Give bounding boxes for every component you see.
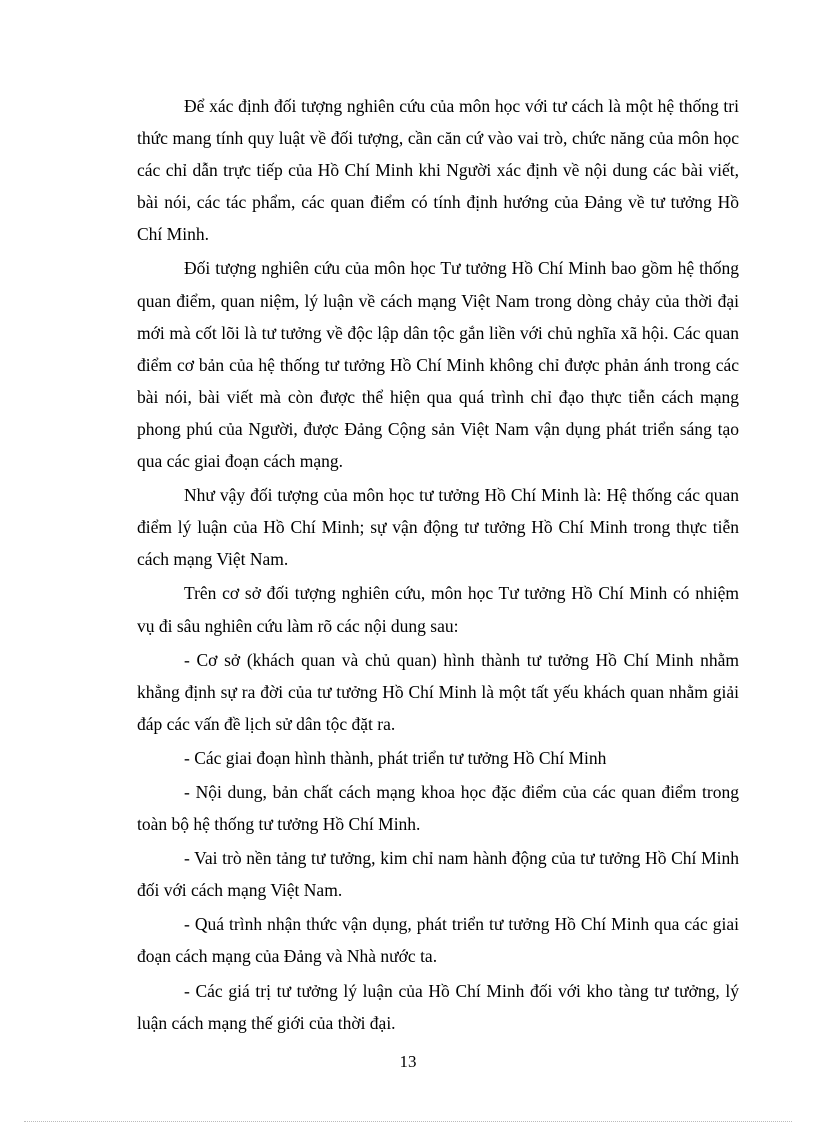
list-item-6: - Các giá trị tư tưởng lý luận của Hồ Chí Minh đối với kho tàng tư tưởng, lý luận cách mạng thế giới của thời đại.	[137, 980, 739, 1033]
page-bottom-divider	[24, 1121, 792, 1122]
list-item-5: - Quá trình nhận thức vận dụng, phát triển tư tưởng Hồ Chí Minh qua các giai đoạn cách mạng của Đảng và Nhà nước ta.	[137, 914, 739, 967]
paragraph-1: Để xác định đối tượng nghiên cứu của môn học với tư cách là một hệ thống tri thức mang tính quy luật về đối tượng, cần căn cứ vào vai trò, chức năng của môn học các chỉ dẫn trực tiếp của Hồ Chí Minh khi Người xác định về nội dung các bài viết, bài nói, các tác phẩm, các quan điểm có tính định hướng của Đảng về tư tưởng Hồ Chí Minh.	[137, 96, 739, 245]
list-item-3: - Nội dung, bản chất cách mạng khoa học đặc điểm của các quan điểm trong toàn bộ hệ thống tư tưởng Hồ Chí Minh.	[137, 781, 739, 835]
list-item-2: - Các giai đoạn hình thành, phát triển tư tưởng Hồ Chí Minh	[184, 747, 607, 768]
page-number: 13	[399, 1052, 417, 1071]
paragraph-2: Đối tượng nghiên cứu của môn học Tư tưởng Hồ Chí Minh bao gồm hệ thống quan điểm, quan niệm, lý luận về cách mạng Việt Nam trong dòng chảy của thời đại mới mà cốt lõi là tư tưởng về độc lập dân tộc gắn liền với chủ nghĩa xã hội. Các quan điểm cơ bản của hệ thống tư tưởng Hồ Chí Minh không chỉ được phản ánh trong các bài nói, bài viết mà còn được thể hiện qua quá trình chỉ đạo thực tiễn cách mạng phong phú của Người, được Đảng Cộng sản Việt Nam vận dụng phát triển sáng tạo qua các giai đoạn cách mạng.	[137, 258, 739, 472]
list-item-4: - Vai trò nền tảng tư tưởng, kim chỉ nam hành động của tư tưởng Hồ Chí Minh đối với cách mạng Việt Nam.	[137, 848, 739, 901]
paragraph-4: Trên cơ sở đối tượng nghiên cứu, môn học Tư tưởng Hồ Chí Minh có nhiệm vụ đi sâu nghiên cứu làm rõ các nội dung sau:	[137, 583, 739, 636]
list-item-1: - Cơ sở (khách quan và chủ quan) hình thành tư tưởng Hồ Chí Minh nhằm khẳng định sự ra đời của tư tưởng Hồ Chí Minh là một tất yếu khách quan nhằm giải đáp các vấn đề lịch sử dân tộc đặt ra.	[137, 649, 739, 734]
document-body	[137, 90, 739, 1041]
paragraph-3: Như vậy đối tượng của môn học tư tưởng Hồ Chí Minh là: Hệ thống các quan điểm lý luận của Hồ Chí Minh; sự vận động tư tưởng Hồ Chí Minh trong thực tiễn cách mạng Việt Nam.	[137, 485, 739, 570]
